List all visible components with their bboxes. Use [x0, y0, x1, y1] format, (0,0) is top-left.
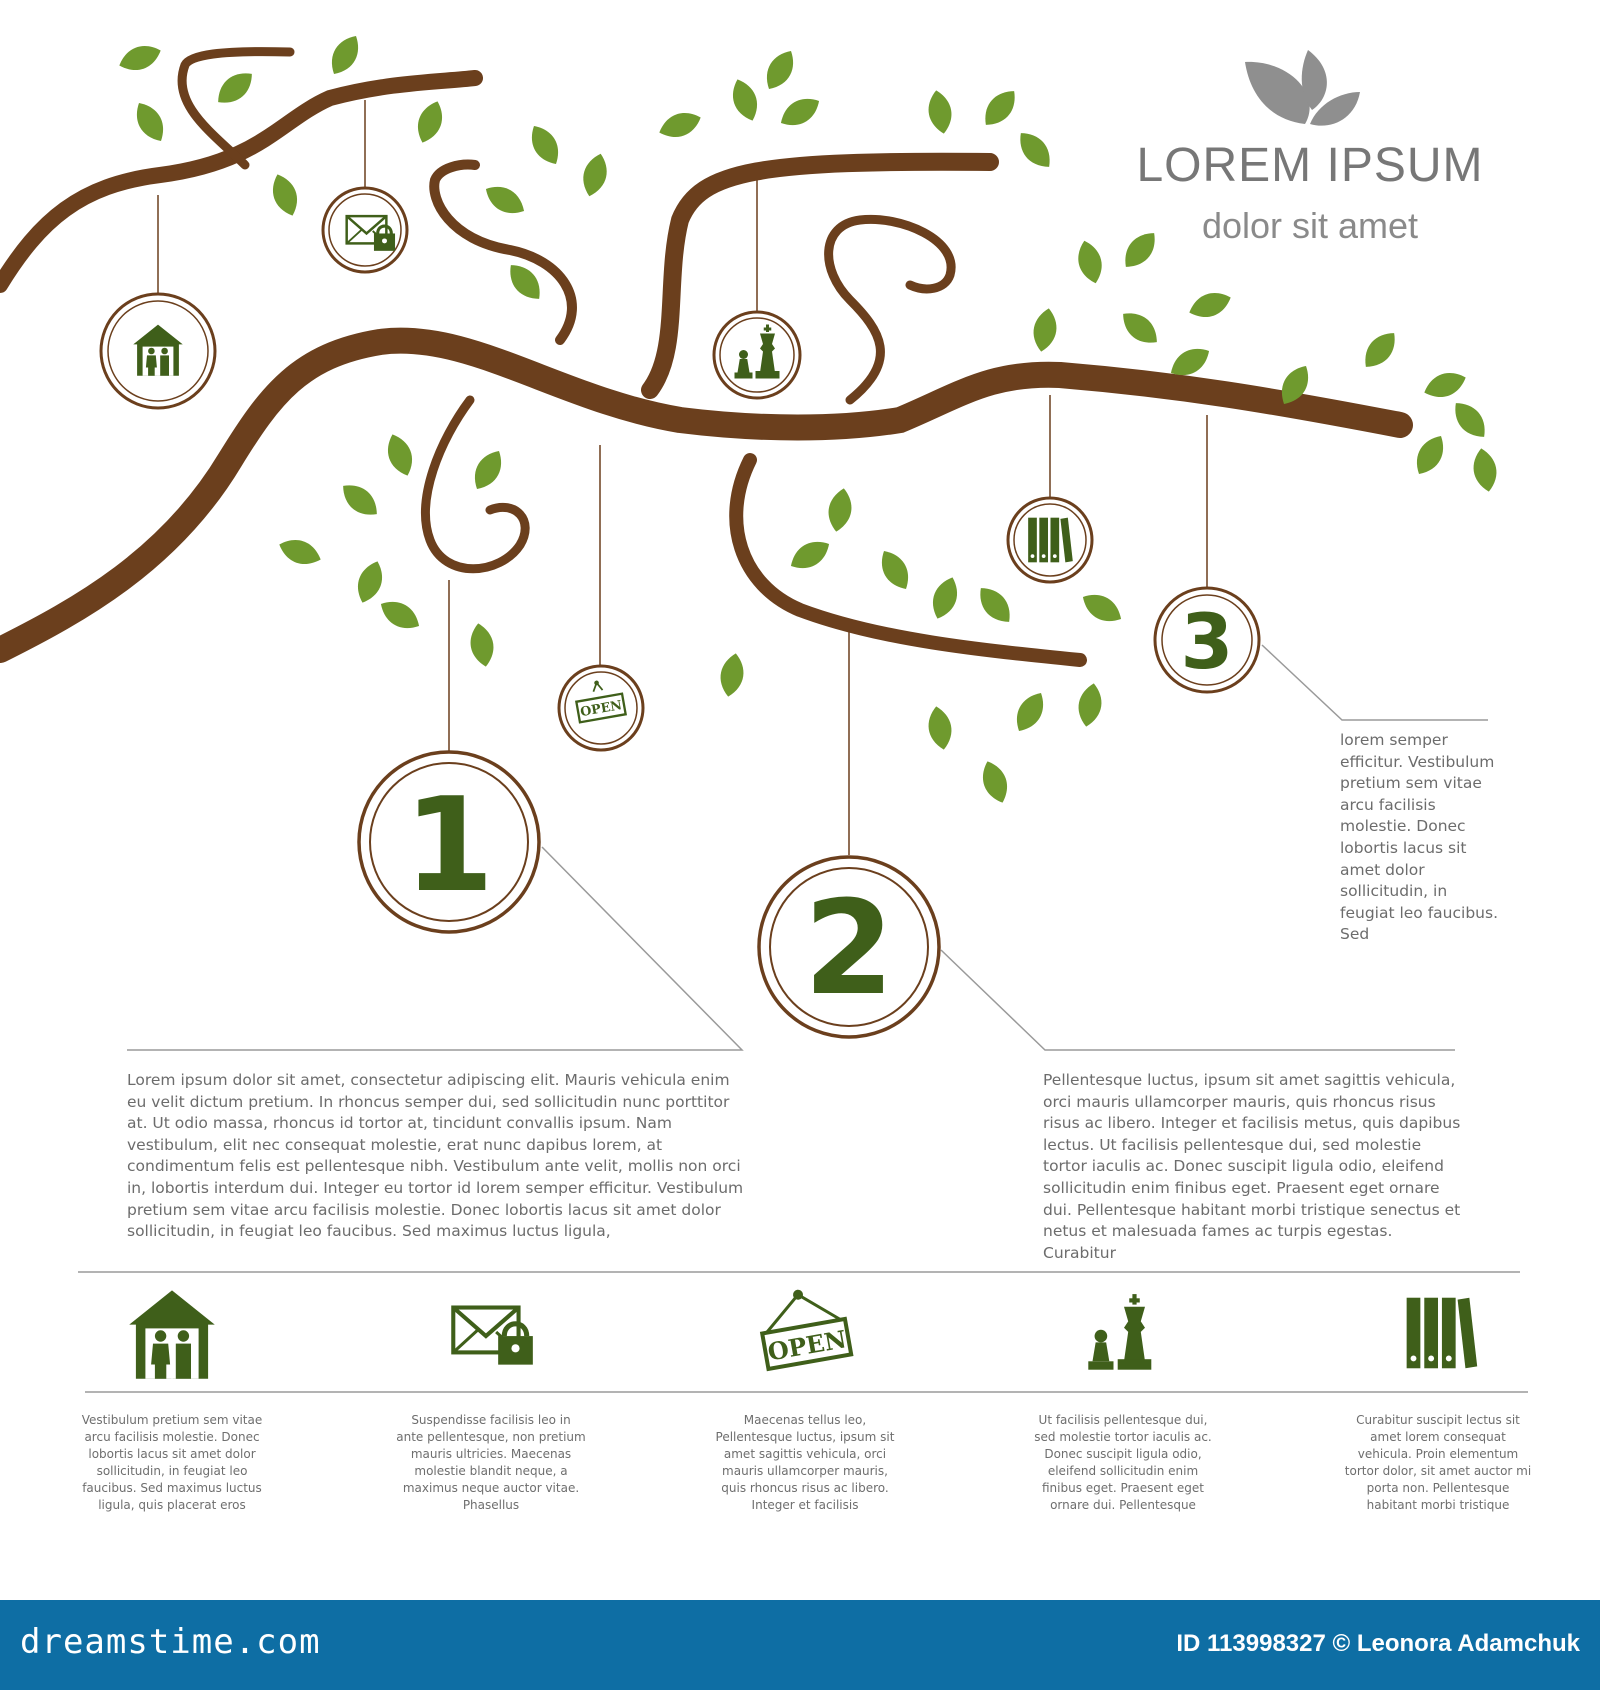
- house-family-icon: [129, 1290, 215, 1378]
- hanging-icon-open-sign: [559, 666, 643, 750]
- icon-row-text-open-sign: Maecenas tellus leo, Pellentesque luctus, ipsum sit amet sagittis vehicula, orci mauris ullamcorper mauris, quis rhoncus risus ac libero. Integer et facilisis: [715, 1413, 895, 1512]
- page-subtitle: dolor sit amet: [1201, 205, 1419, 246]
- icon-row-text-mail: Suspendisse facilisis leo in ante pellentesque, non pretium mauris ultricies. Maecenas molestie blandit neque, a maximus neque auctor vitae. Phasellus: [396, 1413, 586, 1512]
- hanging-icon-house: [101, 294, 215, 408]
- bottom-icon-mail: [453, 1308, 533, 1365]
- open-sign-icon: [756, 1282, 851, 1368]
- icon-row-text-house: Vestibulum pretium sem vitae arcu facilisis molestie. Donec lobortis lacus sit amet dolor sollicitudin, in feugiat leo faucibus. Sed maximus luctus ligula, quis placerat eros: [81, 1413, 263, 1512]
- mail-lock-icon: [453, 1308, 533, 1365]
- binders-icon: [1407, 1298, 1478, 1369]
- svg-text:OPEN: OPEN: [765, 1324, 849, 1367]
- step-1-text: Lorem ipsum dolor sit amet, consectetur adipiscing elit. Mauris vehicula enim eu velit dictum pretium. In rhoncus semper dui, sed sollicitudin nunc porttitor at. Ut odio massa, rhoncus id tortor at, tincidunt convallis ipsum. Nam vestibulum, elit nec consequat molestie, erat nunc dapibus lorem, at condimentum felis est pellentesque nibh. Vestibulum ante velit, mollis non orci in, lobortis interdum dui. Integer eu tortor id lorem semper efficitur. Vestibulum pretium sem vitae arcu facilisis molestie. Donec lobortis lacus sit amet dolor sollicitudin, in feugiat leo faucibus. Sed maximus luctus ligula,: [127, 1071, 744, 1241]
- step-circle-1: [359, 752, 539, 932]
- svg-text:OPEN: OPEN: [579, 698, 624, 721]
- page-title: LOREM IPSUM: [1136, 139, 1484, 192]
- footer-credit: ID 113998327 © Leonora Adamchuk: [1176, 1630, 1580, 1657]
- chess-icon: [1088, 1294, 1151, 1370]
- hanging-icon-chess: [714, 312, 800, 398]
- icon-row-text-binders: Curabitur suscipit lectus sit amet lorem consequat vehicula. Proin elementum tortor dolor, sit amet auctor mi porta non. Pellentesque habitant morbi tristique: [1344, 1413, 1532, 1512]
- hanging-icon-binders: [1008, 498, 1092, 582]
- step-number-2: 2: [803, 872, 895, 1024]
- hanging-icon-mail: [323, 188, 407, 272]
- step-number-1: 1: [403, 769, 495, 921]
- logo-leaves-icon: [1245, 50, 1360, 126]
- footer-bar: [0, 1600, 1600, 1690]
- step-circle-3: [1155, 588, 1259, 692]
- bottom-icon-binders: [1407, 1298, 1478, 1369]
- icon-row-text-chess: Ut facilisis pellentesque dui, sed molestie tortor iaculis ac. Donec suscipit ligula odio, eleifend sollicitudin enim finibus eget. Praesent eget ornare dui. Pellentesque: [1034, 1413, 1212, 1512]
- step-number-3: 3: [1180, 597, 1234, 686]
- bottom-icon-open-sign: [756, 1282, 851, 1368]
- step-2-text: Pellentesque luctus, ipsum sit amet sagittis vehicula, orci mauris ullamcorper mauris, quis rhoncus risus risus ac libero. Integer et facilisis metus, quis dapibus lectus. Ut facilisis pellentesque dui, sed molestie tortor iaculis ac. Donec suscipit ligula odio, eleifend sollicitudin enim finibus eget. Praesent eget ornare dui. Pellentesque habitant morbi tristique senectus et netus et malesuada fames ac turpis egestas. Curabitur: [1043, 1071, 1461, 1262]
- step-circle-2: [759, 857, 939, 1037]
- bottom-icon-chess: [1088, 1294, 1151, 1370]
- step-3-text: lorem semper efficitur. Vestibulum pretium sem vitae arcu facilisis molestie. Donec lobortis lacus sit amet dolor sollicitudin, in feugiat leo faucibus. Sed: [1340, 731, 1498, 944]
- footer-site-logo: dreamstime.com: [20, 1622, 321, 1662]
- bottom-icon-house: [129, 1290, 215, 1378]
